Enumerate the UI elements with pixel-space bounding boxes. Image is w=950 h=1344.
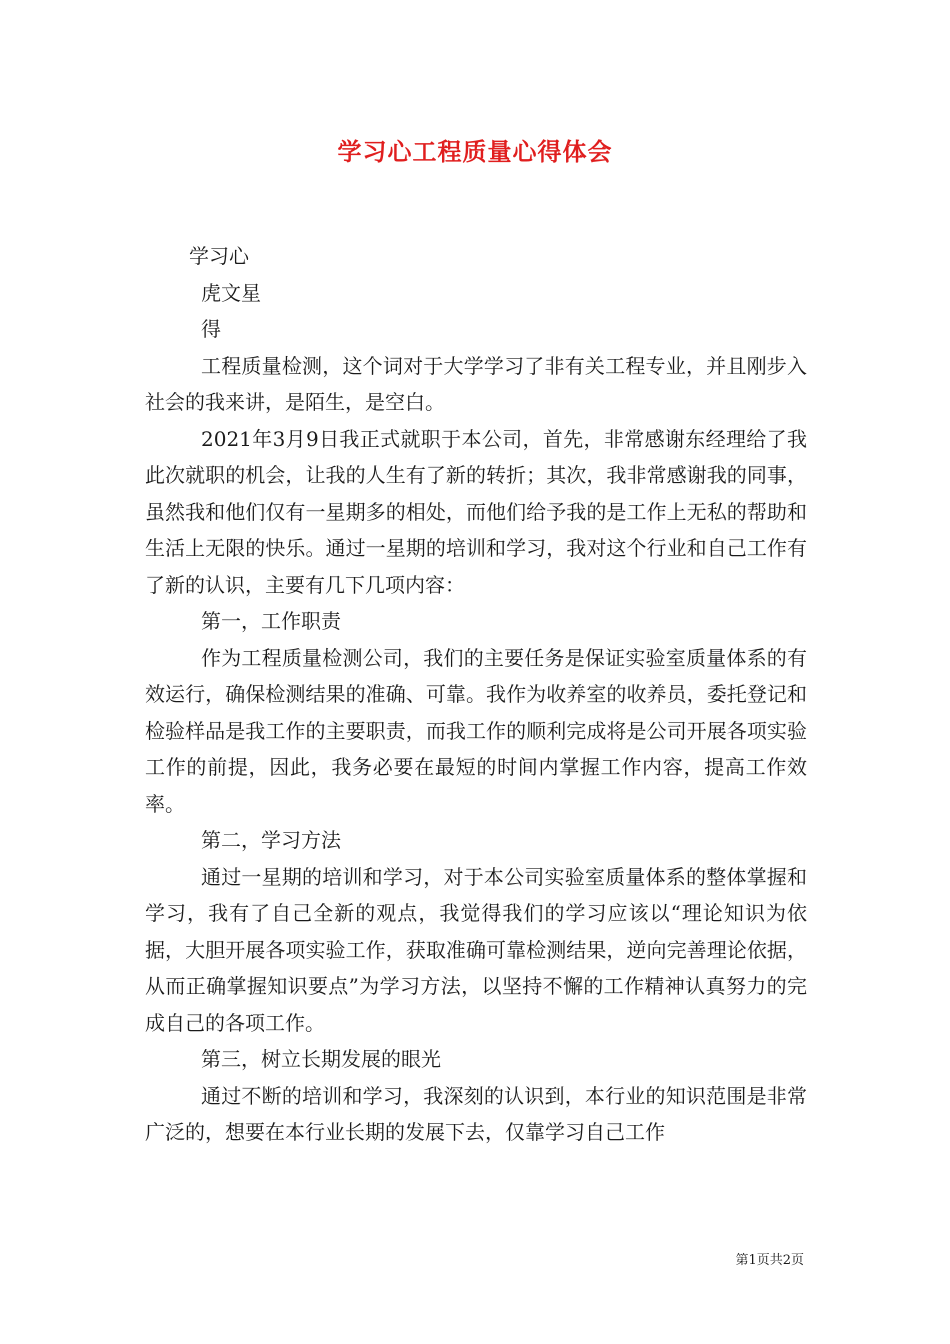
section-heading: 第三，树立长期发展的眼光 xyxy=(201,1047,441,1071)
paragraph: 作为工程质量检测公司，我们的主要任务是保证实验室质量体系的有效运行，确保检测结果的准确、可靠。我作为收养室的收养员，委托登记和检验样品是我工作的主要职责，而我工作的顺利完成将是公司开展各项实验工作的前提，因此，我务必要在最短的时间内掌握工作内容，提高工作效率。 xyxy=(145,645,807,816)
paragraph: 2021年3月9日我正式就职于本公司，首先，非常感谢东经理给了我此次就职的机会，让我的人生有了新的转折；其次，我非常感谢我的同事，虽然我和他们仅有一星期多的相处，而他们给予我的是工作上无私的帮助和生活上无限的快乐。通过一星期的培训和学习，我对这个行业和自己工作有了新的认识，主要有几下几项内容： xyxy=(145,426,807,597)
page-number: 第1页共2页 xyxy=(735,1253,804,1268)
paragraph: 通过不断的培训和学习，我深刻的认识到，本行业的知识范围是非常广泛的，想要在本行业长期的发展下去，仅靠学习自己工作 xyxy=(145,1083,807,1144)
document-title: 学习心工程质量心得体会 xyxy=(337,137,613,166)
section-heading: 第二，学习方法 xyxy=(201,828,341,852)
document-body xyxy=(145,238,807,1151)
header-line: 学习心 xyxy=(189,244,249,268)
paragraph: 通过一星期的培训和学习，对于本公司实验室质量体系的整体掌握和学习，我有了自己全新的观点，我觉得我们的学习应该以“理论知识为依据，大胆开展各项实验工作，获取准确可靠检测结果，逆向完善理论依据，从而正确掌握知识要点”为学习方法，以坚持不懈的工作精神认真努力的完成自己的各项工作。 xyxy=(145,864,807,1035)
section-heading: 第一，工作职责 xyxy=(201,609,341,633)
paragraph: 工程质量检测，这个词对于大学学习了非有关工程专业，并且刚步入社会的我来讲，是陌生，是空白。 xyxy=(145,353,807,414)
header-line: 得 xyxy=(201,317,221,341)
author-line: 虎文星 xyxy=(201,280,261,305)
